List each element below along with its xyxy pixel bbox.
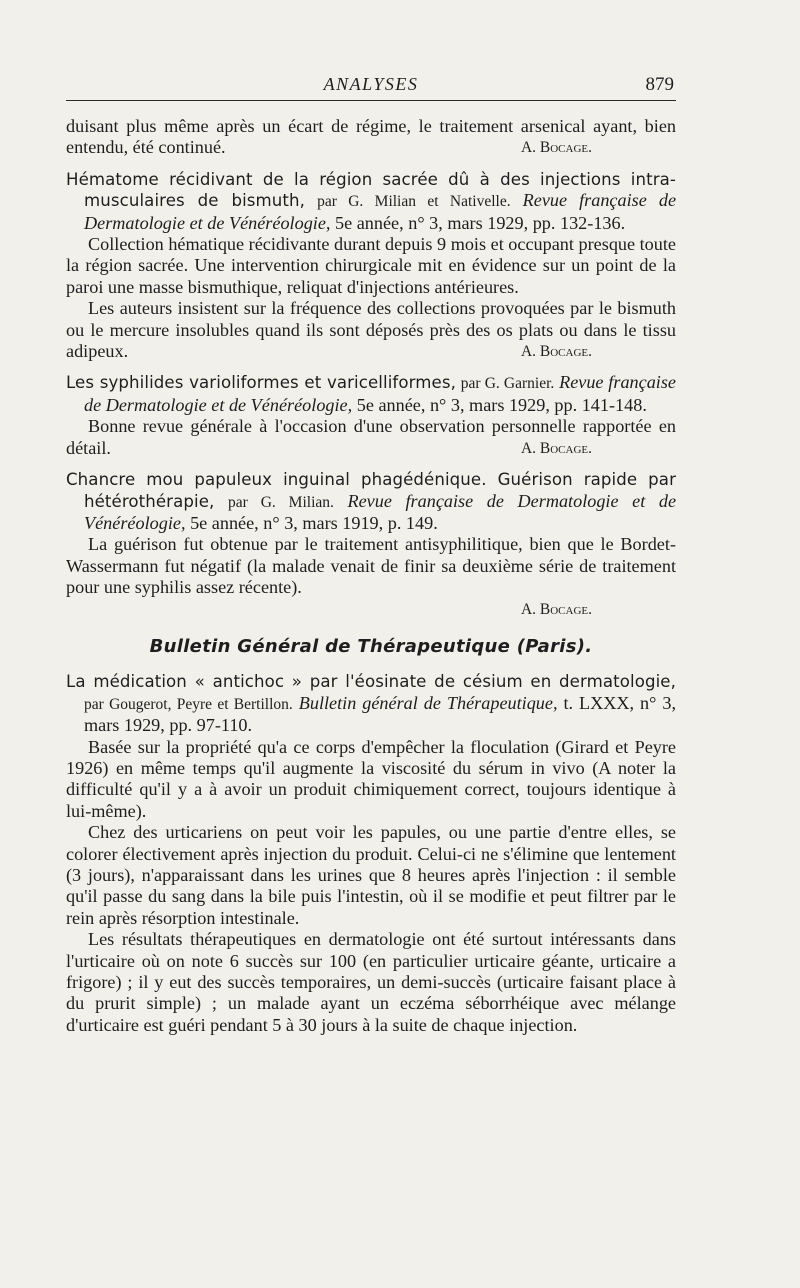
article-journal: Revue française de Dermatologie et de Vénéréologie, <box>84 372 676 415</box>
article-authors: par G. Milian et Nativelle. <box>317 193 511 211</box>
article-paragraph: Collection hématique récidivante durant depuis 9 mois et occupant presque toute la région sacrée. Une intervention chirurgicale mit en évidence sur un point de la paroi une masse bismuthique, reliquat d'injections antérieures. <box>66 234 676 297</box>
signature: A. Bocage. <box>520 600 592 618</box>
article-details: 5e année, n° 3, mars 1929, pp. 132-136. <box>335 212 626 233</box>
article-details: 5e année, n° 3, mars 1919, p. 149. <box>190 512 438 533</box>
article-details: t. LXXX, n° 3, mars 1929, pp. 97-110. <box>84 692 677 736</box>
signature-line <box>66 599 676 620</box>
article-paragraph <box>66 416 676 459</box>
article-journal: Bulletin général de Thérapeutique, <box>298 692 558 713</box>
article-title: Chancre mou papuleux inguinal phagédénique. Guérison rapide par hétérothérapie, <box>66 470 676 511</box>
article-authors: par G. Garnier. <box>460 375 555 393</box>
intro-paragraph <box>66 116 676 159</box>
article-authors: par Gougerot, Peyre et Bertillon. <box>84 695 293 713</box>
article-title: Hématome récidivant de la région sacrée dû à des injections intra-musculaires de bismuth, <box>66 169 676 211</box>
running-header <box>66 72 676 101</box>
page-number: 879 <box>645 74 674 95</box>
article-heading <box>66 169 676 234</box>
article-heading <box>66 372 676 416</box>
article-heading <box>66 469 676 534</box>
article-paragraph: Basée sur la propriété qu'a ce corps d'empêcher la floculation (Girard et Peyre 1926) en même temps qu'il augmente la viscosité du sérum in vivo (A noter la difficulté qu'il y a à avoir un produit chimiquement correct, toujours identique à lui-même). <box>66 736 676 821</box>
signature: A. Bocage. <box>520 439 592 457</box>
signature: A. Bocage. <box>520 139 592 157</box>
article-paragraph-text: Les auteurs insistent sur la fréquence des collections provoquées par le bismuth ou le mercure insolubles quand ils sont déposés près des os plats ou dans le tissu adipeux. <box>66 298 676 362</box>
article-journal: Revue française de Dermatologie et de Vénéréologie, <box>84 490 677 533</box>
article-heading <box>66 671 676 736</box>
article-authors: par G. Milian. <box>228 493 334 511</box>
running-title: ANALYSES <box>323 74 419 94</box>
article-title: Les syphilides varioliformes et varicelliformes, <box>66 373 456 393</box>
article-paragraph-text: Bonne revue générale à l'occasion d'une observation personnelle rapportée en détail. <box>66 416 676 458</box>
article-details: 5e année, n° 3, mars 1929, pp. 141-148. <box>356 394 647 415</box>
article-journal: Revue française de Dermatologie et de Vénéréologie, <box>84 190 677 233</box>
article-paragraph <box>66 298 676 362</box>
article-title: La médication « antichoc » par l'éosinate de césium en dermatologie, <box>66 672 676 692</box>
text-body <box>66 116 676 1036</box>
article-paragraph: Les résultats thérapeutiques en dermatologie ont été surtout intéressants dans l'urticaire où on note 6 succès sur 100 (en particulier urticaire géante, urticaire a frigore) ; il y eut des succès temporaires, un demi-succès (urticaire faisant place à du prurit simple) ; un malade ayant un eczéma séborrhéique avec mélange d'urticaire est guéri pendant 5 à 30 jours à la suite de chaque injection. <box>66 929 676 1035</box>
article-paragraph: La guérison fut obtenue par le traitement antisyphilitique, bien que le Bordet-Wassermann fut négatif (la malade venait de finir sa deuxième série de traitement pour une syphilis assez récente). <box>66 534 676 598</box>
intro-text: duisant plus même après un écart de régime, le traitement arsenical ayant, bien entendu, été continué. <box>66 116 676 158</box>
section-journal-heading: Bulletin Général de Thérapeutique (Paris). <box>149 635 593 657</box>
signature: A. Bocage. <box>520 343 592 361</box>
article-paragraph: Chez des urticariens on peut voir les papules, ou une partie d'entre elles, se colorer électivement après injection du produit. Celui-ci ne s'élimine que lentement (3 jours), n'apparaissant dans les urines que 8 heures après l'injection : il semble qu'il passe du sang dans la bile puis l'intestin, où il se modifie et peut filtrer par le rein après résorption intestinale. <box>66 822 676 928</box>
